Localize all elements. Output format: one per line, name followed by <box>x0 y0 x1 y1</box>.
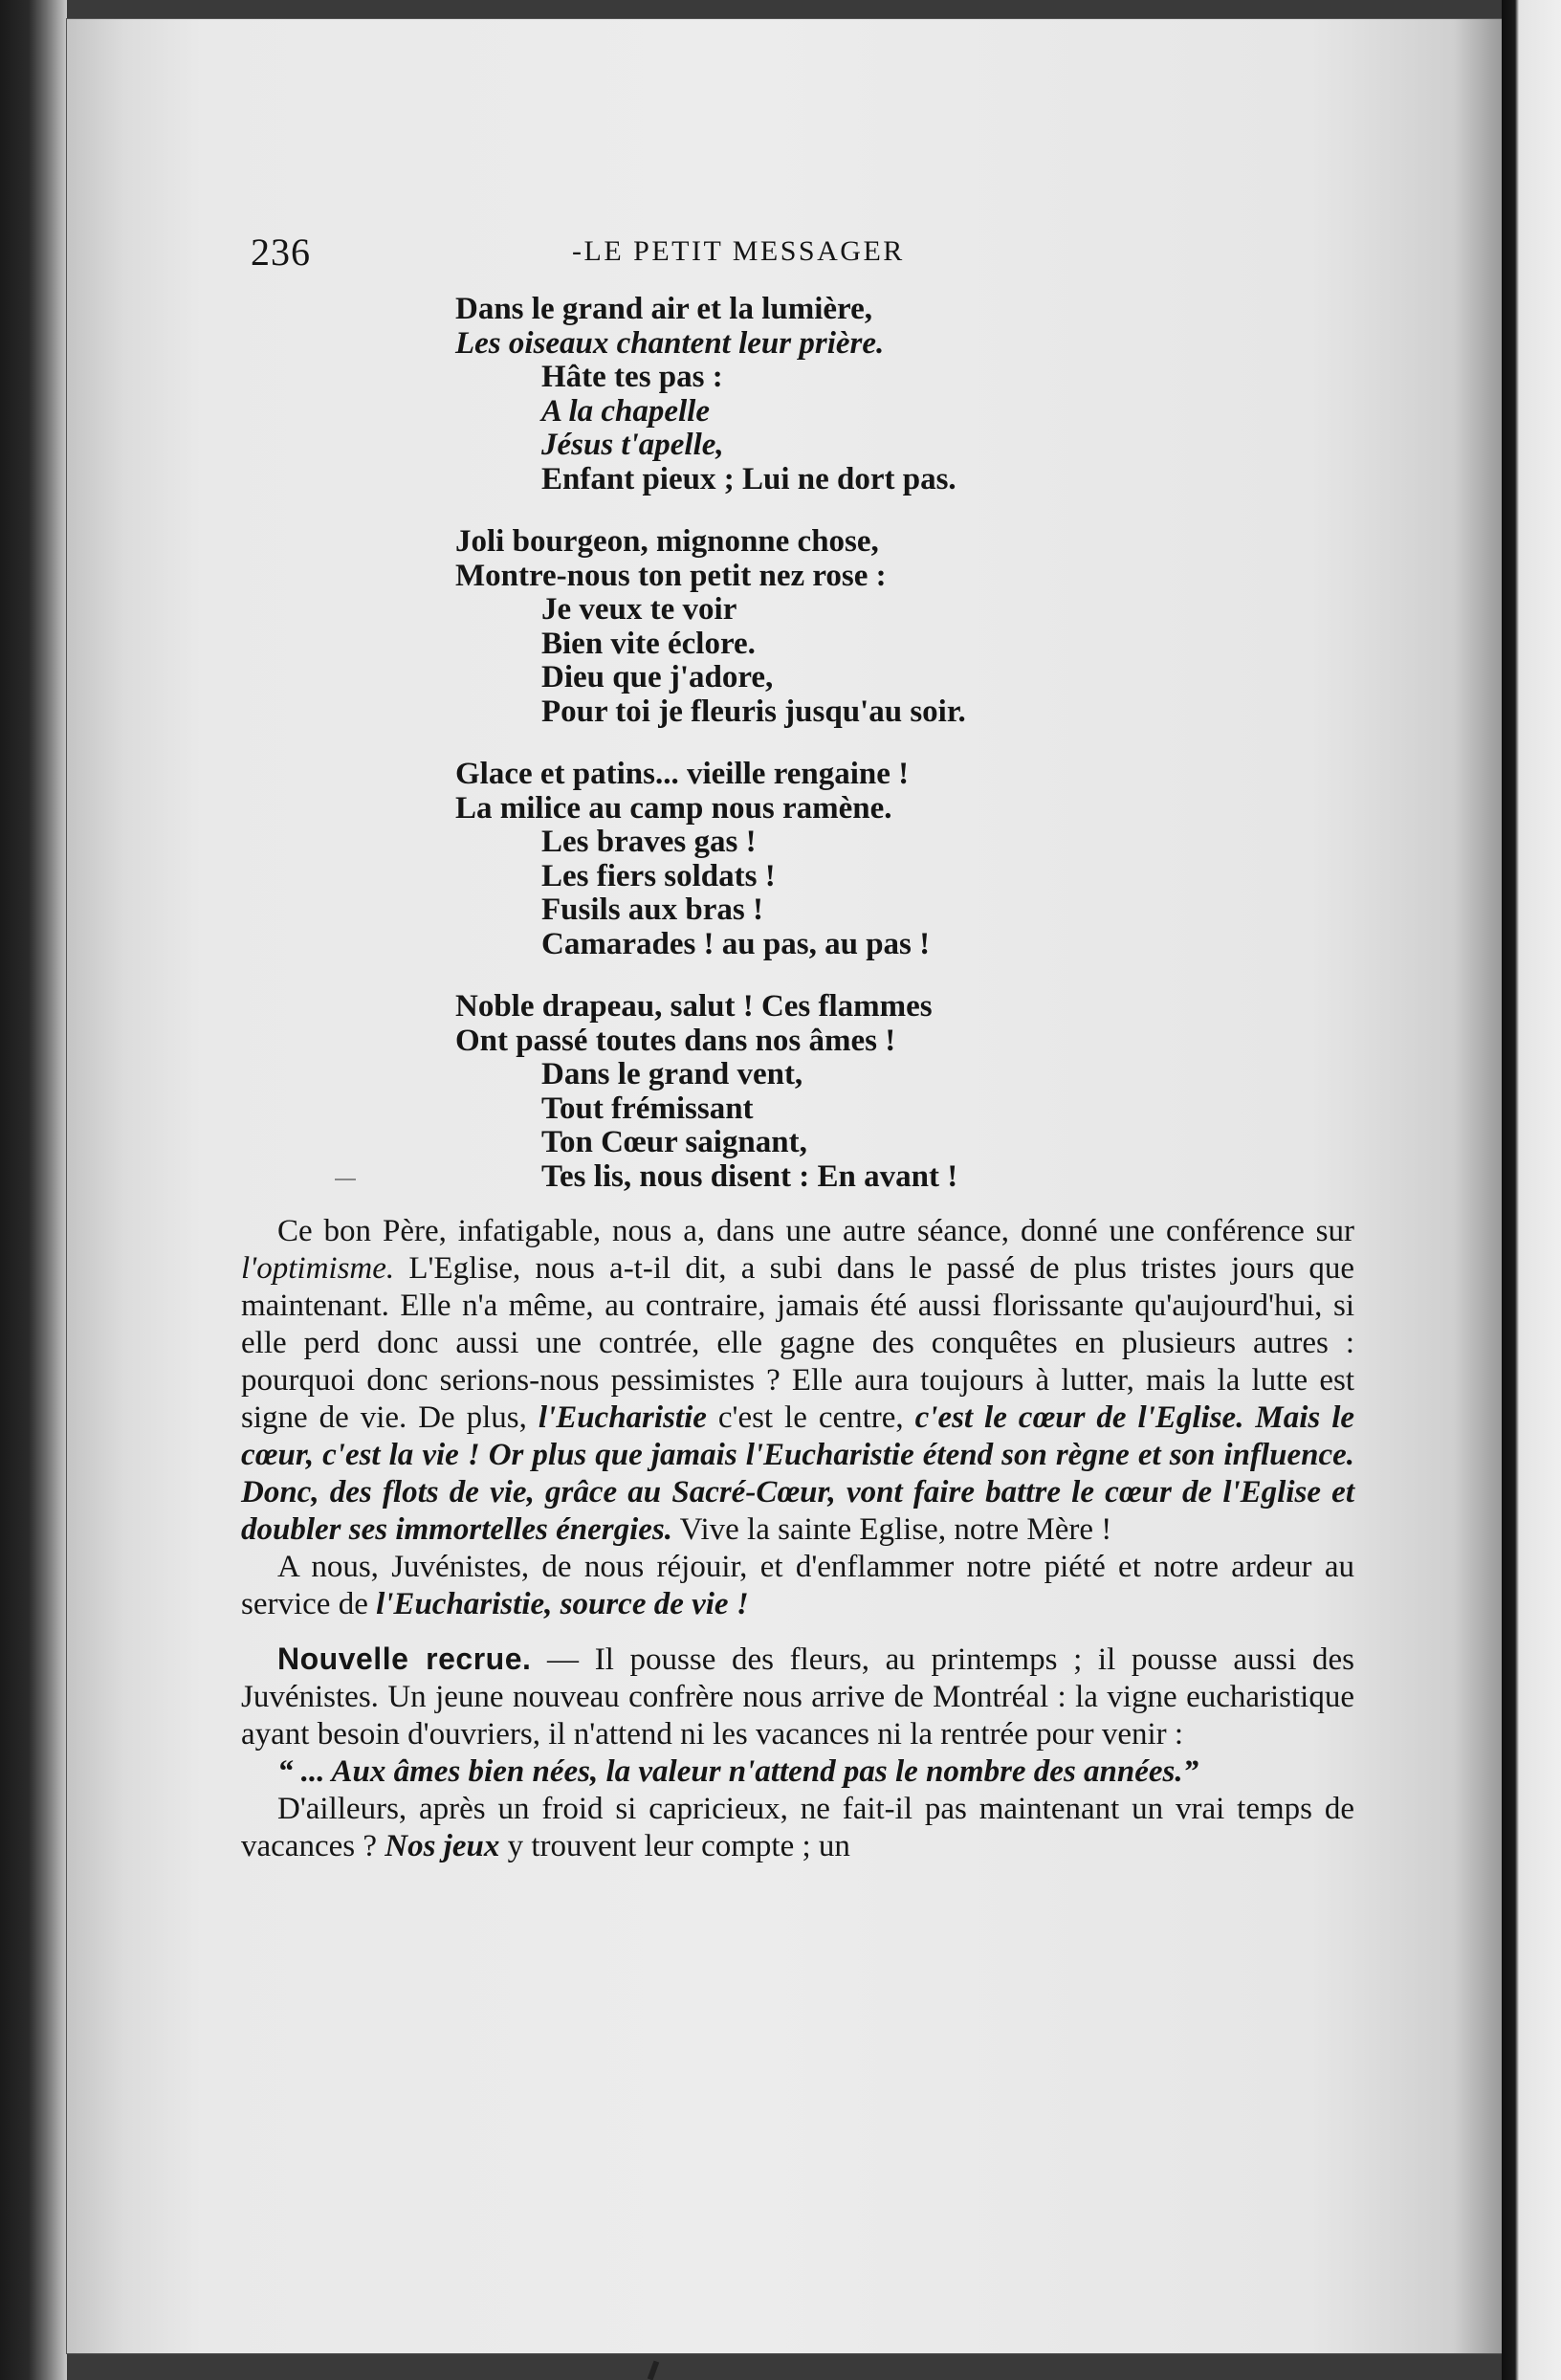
section-heading: Nouvelle recrue. <box>277 1642 532 1676</box>
poem-line: Bien vite éclore. <box>541 626 756 661</box>
stanza <box>455 758 1316 961</box>
running-head <box>0 230 1561 287</box>
text-run: A nous, Juvénistes, de nous réjouir, et d'enflammer notre piété et notre ardeur au service de <box>241 1550 1354 1621</box>
poem-line: Dans le grand air et la lumière, <box>455 292 872 326</box>
poem-line: Les oiseaux chantent leur prière. <box>455 325 885 361</box>
poem-line: Camarades ! au pas, au pas ! <box>541 926 931 961</box>
poem-line: Pour toi je fleuris jusqu'au soir. <box>541 694 966 729</box>
text-run: Ce bon Père, infatigable, nous a, dans une autre séance, donné une conférence sur <box>277 1214 1354 1248</box>
paragraph-juvenistes <box>241 1549 1354 1623</box>
text-run: L'Eglise, nous a-t-il dit, a subi dans le passé de plus tristes jours que maintenant. Elle n'a même, au contraire, jamais été aussi florissante qu'aujourd'hui, si elle perd donc aussi une contrée, elle gagne des conquêtes en plusieurs autres : pourquoi donc serions-nous pessimistes ? Elle aura toujours à lutter, mais la lutte est signe de vie. De plus, <box>241 1251 1354 1435</box>
poem-line: Enfant pieux ; Lui ne dort pas. <box>541 461 956 496</box>
running-title: -LE PETIT MESSAGER <box>572 235 905 267</box>
italic-run: l'optimisme. <box>241 1251 395 1286</box>
text-run: Vive la sainte Eglise, notre Mère ! <box>671 1512 1112 1547</box>
poem-line: Les braves gas ! <box>541 825 757 859</box>
italic-run: l'Eucharistie <box>538 1400 707 1435</box>
poem-line: Je veux te voir <box>541 592 737 627</box>
paragraph-vacances <box>241 1791 1354 1865</box>
margin-mark <box>335 1179 356 1180</box>
paragraph-optimisme <box>241 1213 1354 1549</box>
italic-run: Nos jeux <box>385 1829 500 1863</box>
book-spine <box>0 0 67 2380</box>
poem-line: Ont passé toutes dans nos âmes ! <box>455 1023 896 1058</box>
italic-run: l'Eucharistie, source de vie ! <box>376 1587 749 1621</box>
text-run: D'ailleurs, après un froid si capricieux, ne fait-il pas maintenant un vrai temps de vacances ? <box>241 1792 1354 1863</box>
poem <box>455 293 1316 1223</box>
poem-line: Ton Cœur saignant, <box>541 1125 807 1159</box>
text-run: c'est le centre, <box>706 1400 915 1435</box>
poem-line: Tout frémissant <box>541 1091 754 1126</box>
italic-run: c'est le cœur de l'Eglise. Mais le cœur, c'est la vie ! Or plus que jamais l'Eucharistie étend son règne et son influence. Donc, des flots de vie, grâce au Sacré-Cœur, vont faire battre le cœur de l'Eglise et doubler ses immortelles énergies. <box>241 1400 1355 1547</box>
prose-body <box>241 1213 1354 1865</box>
text-run: — Il pousse des fleurs, au printemps ; il pousse aussi des Juvénistes. Un jeune nouveau confrère nous arrive de Montréal : la vigne eucharistique ayant besoin d'ouvriers, il n'attend ni les vacances ni la rentrée pour venir : <box>241 1642 1355 1752</box>
page-number: 236 <box>251 231 311 274</box>
poem-line: Fusils aux bras ! <box>541 892 763 927</box>
poem-line: Glace et patins... vieille rengaine ! <box>455 757 910 791</box>
quotation: “ ... Aux âmes bien nées, la valeur n'attend pas le nombre des années.” <box>277 1754 1199 1789</box>
next-page-edge <box>1502 0 1561 2380</box>
poem-line: Les fiers soldats ! <box>541 858 776 893</box>
poem-line: Hâte tes pas : <box>541 360 723 394</box>
poem-line: Jésus t'apelle, <box>541 428 724 462</box>
poem-line: A la chapelle <box>541 393 710 429</box>
stanza <box>455 293 1316 496</box>
page-debris-mark <box>648 2361 659 2380</box>
poem-line: Tes lis, nous disent : En avant ! <box>541 1158 958 1194</box>
poem-line: Joli bourgeon, mignonne chose, <box>455 524 879 559</box>
poem-line: La milice au camp nous ramène. <box>455 790 892 826</box>
stanza <box>455 525 1316 729</box>
poem-line: Noble drapeau, salut ! Ces flammes <box>455 989 933 1024</box>
poem-line: Dieu que j'adore, <box>541 660 774 694</box>
poem-line: Montre-nous ton petit nez rose : <box>455 558 887 593</box>
poem-line: Dans le grand vent, <box>541 1057 803 1091</box>
stanza <box>455 990 1316 1194</box>
paragraph-nouvelle-recrue <box>241 1641 1354 1753</box>
text-run: y trouvent leur compte ; un <box>499 1829 850 1863</box>
